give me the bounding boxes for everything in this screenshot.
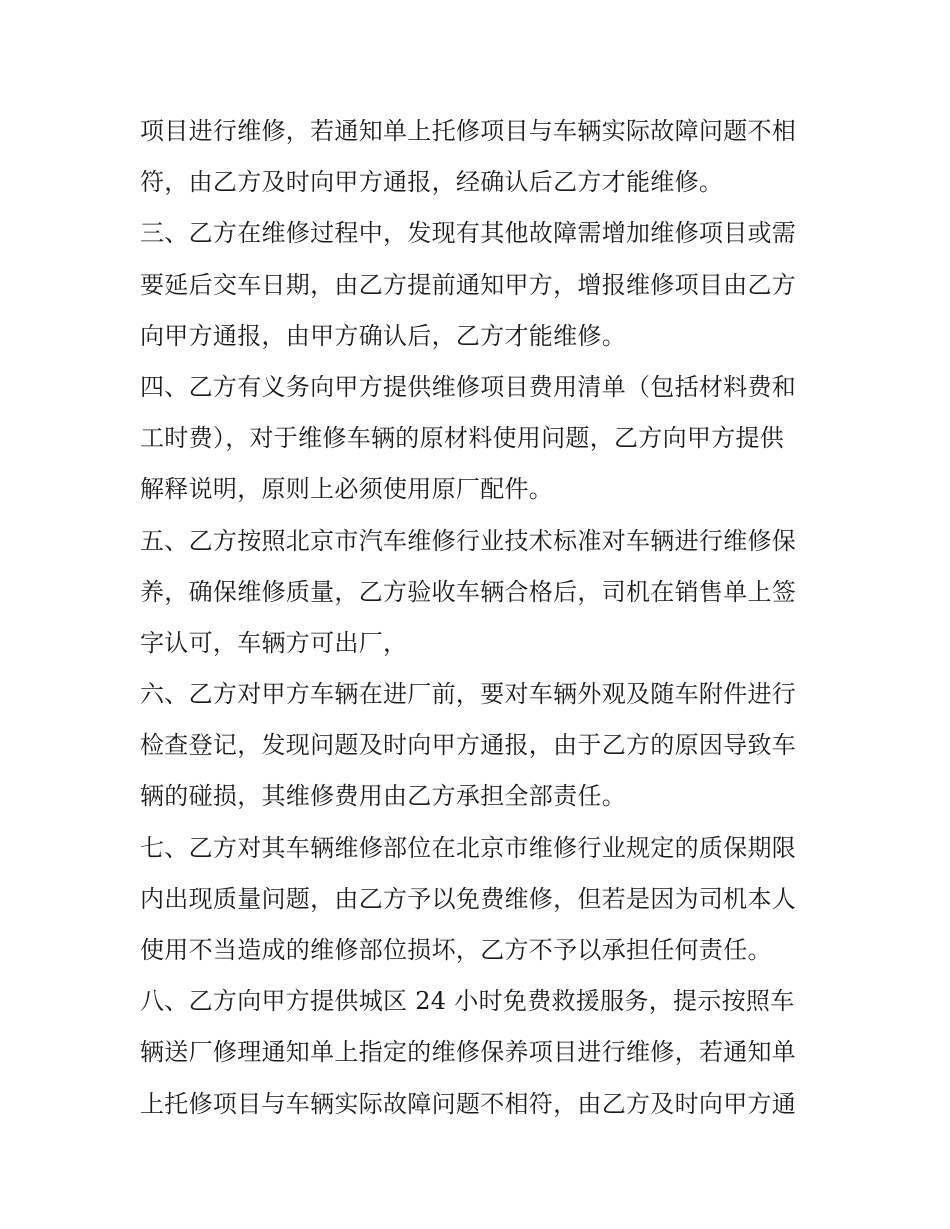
text-line: 四、乙方有义务向甲方提供维修项目费用清单（包括材料费和 <box>140 372 797 401</box>
text-line: 符，由乙方及时向甲方通报，经确认后乙方才能维修。 <box>140 168 724 197</box>
text-line: 检查登记，发现问题及时向甲方通报，由于乙方的原因导致车 <box>140 731 797 760</box>
text-line: 使用不当造成的维修部位损坏，乙方不予以承担任何责任。 <box>140 936 772 964</box>
text-line: 五、乙方按照北京市汽车维修行业技术标准对车辆进行维修保 <box>140 526 797 555</box>
text-line: 八、乙方向甲方提供城区 24 小时免费救援服务，提示按照车 <box>140 987 795 1016</box>
text-line: 要延后交车日期，由乙方提前通知甲方，增报维修项目由乙方 <box>140 270 797 299</box>
document-body <box>140 106 830 1130</box>
text-line: 内出现质量问题，由乙方予以免费维修，但若是因为司机本人 <box>140 884 797 913</box>
text-line: 向甲方通报，由甲方确认后，乙方才能维修。 <box>140 321 626 350</box>
text-line: 字认可，车辆方可出厂， <box>140 628 408 657</box>
text-line: 项目进行维修，若通知单上托修项目与车辆实际故障问题不相 <box>140 117 797 145</box>
text-line: 六、乙方对甲方车辆在进厂前，要对车辆外观及随车附件进行 <box>140 680 797 709</box>
text-line: 辆送厂修理通知单上指定的维修保养项目进行维修，若通知单 <box>140 1038 797 1067</box>
text-line: 辆的碰损，其维修费用由乙方承担全部责任。 <box>140 782 626 811</box>
text-line: 上托修项目与车辆实际故障问题不相符，由乙方及时向甲方通 <box>140 1089 797 1118</box>
text-line: 工时费），对于维修车辆的原材料使用问题，乙方向甲方提供 <box>140 424 785 453</box>
text-line: 解释说明，原则上必须使用原厂配件。 <box>140 475 554 504</box>
text-line: 三、乙方在维修过程中，发现有其他故障需增加维修项目或需 <box>140 219 797 248</box>
text-line: 七、乙方对其车辆维修部位在北京市维修行业规定的质保期限 <box>140 833 797 862</box>
text-line: 养，确保维修质量，乙方验收车辆合格后，司机在销售单上签 <box>140 577 797 606</box>
